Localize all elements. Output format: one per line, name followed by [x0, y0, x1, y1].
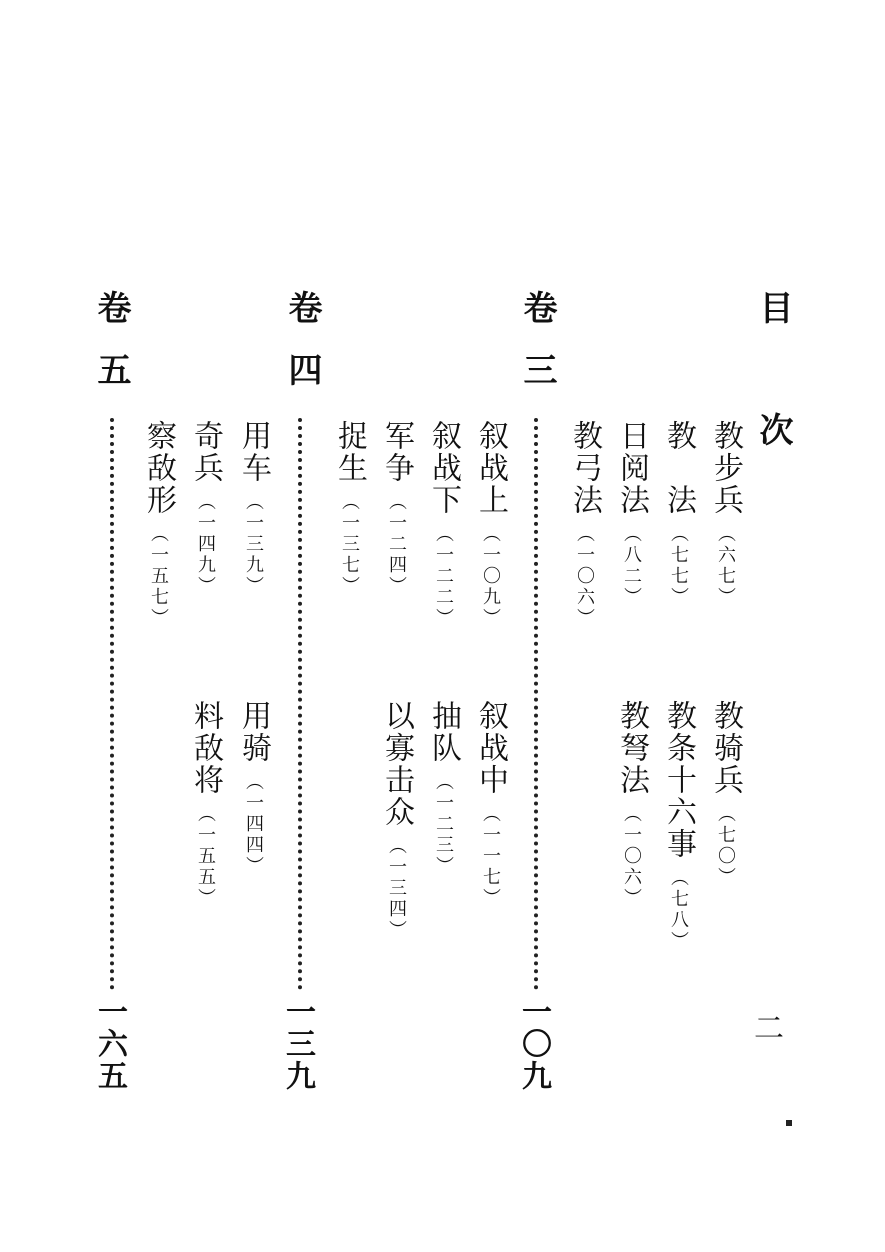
entry-page: （一二三）	[433, 772, 454, 877]
juan3-label-char-2: 三	[517, 352, 557, 386]
entry-title: 抽队	[426, 700, 461, 764]
entry-page: （八二）	[621, 524, 642, 608]
entry-page: （一一七）	[480, 804, 501, 909]
toc-entry[interactable]	[567, 420, 602, 629]
juan5-leader-dots	[110, 418, 114, 990]
entry-page: （一〇九）	[480, 524, 501, 629]
juan5-label-char-2: 五	[91, 352, 131, 386]
juan4-label-char-1: 卷	[282, 290, 322, 324]
toc-entry[interactable]	[708, 700, 743, 888]
entry-title: 教 法	[661, 420, 696, 516]
toc-entry[interactable]	[426, 420, 461, 629]
entry-title: 捉生	[332, 420, 367, 484]
entry-title: 叙战中	[473, 700, 508, 796]
toc-entry[interactable]	[661, 420, 696, 608]
juan5-label-char-1: 卷	[91, 290, 131, 324]
toc-entry[interactable]	[141, 420, 176, 629]
entry-page: （一五七）	[148, 524, 169, 629]
entry-title: 用车	[236, 420, 271, 484]
juan3-label-char-1: 卷	[517, 290, 557, 324]
entry-page: （一五五）	[195, 804, 216, 909]
entry-page: （六七）	[715, 524, 736, 608]
toc-entry[interactable]	[426, 700, 461, 877]
entry-title: 用骑	[236, 700, 271, 764]
juan4-label-char-2: 四	[282, 352, 322, 386]
toc-entry[interactable]	[188, 700, 223, 909]
entry-page: （一三九）	[243, 492, 264, 597]
entry-title: 以寡击众	[379, 700, 414, 828]
toc-title-char-1: 目	[753, 290, 793, 324]
entry-title: 教骑兵	[708, 700, 743, 796]
entry-title: 教步兵	[708, 420, 743, 516]
entry-title: 料敌将	[188, 700, 223, 796]
juan4-start-page: 一三九	[280, 996, 315, 1092]
toc-entry[interactable]	[332, 420, 367, 597]
toc-entry[interactable]	[661, 700, 696, 952]
entry-page: （七七）	[668, 524, 689, 608]
entry-title: 奇兵	[188, 420, 223, 484]
juan3-start-page: 一〇九	[516, 996, 551, 1092]
entry-page: （七八）	[668, 868, 689, 952]
entry-title: 教弓法	[567, 420, 602, 516]
page-number: 二	[748, 1012, 783, 1044]
toc-entry[interactable]	[379, 420, 414, 597]
juan5-start-page: 一六五	[92, 996, 127, 1092]
toc-entry[interactable]	[236, 700, 271, 877]
toc-entry[interactable]	[614, 420, 649, 608]
toc-entry[interactable]	[236, 420, 271, 597]
toc-entry[interactable]	[473, 700, 508, 909]
toc-entry[interactable]	[614, 700, 649, 909]
entry-page: （一四九）	[195, 492, 216, 597]
toc-entry[interactable]	[188, 420, 223, 597]
entry-page: （七〇）	[715, 804, 736, 888]
toc-title-char-2: 次	[753, 412, 793, 446]
entry-page: （一二二）	[433, 524, 454, 629]
entry-title: 叙战上	[473, 420, 508, 516]
scan-speck	[786, 1120, 792, 1126]
juan3-leader-dots	[534, 418, 538, 990]
entry-page: （一〇六）	[574, 524, 595, 629]
entry-title: 教弩法	[614, 700, 649, 796]
entry-page: （一三四）	[386, 836, 407, 941]
entry-title: 教条十六事	[661, 700, 696, 860]
juan4-leader-dots	[298, 418, 302, 990]
entry-page: （一二四）	[386, 492, 407, 597]
entry-page: （一〇六）	[621, 804, 642, 909]
entry-title: 察敌形	[141, 420, 176, 516]
entry-page: （一四四）	[243, 772, 264, 877]
entry-title: 叙战下	[426, 420, 461, 516]
toc-entry[interactable]	[708, 420, 743, 608]
toc-entry[interactable]	[379, 700, 414, 941]
entry-title: 军争	[379, 420, 414, 484]
toc-entry[interactable]	[473, 420, 508, 629]
entry-page: （一三七）	[339, 492, 360, 597]
entry-title: 日阅法	[614, 420, 649, 516]
